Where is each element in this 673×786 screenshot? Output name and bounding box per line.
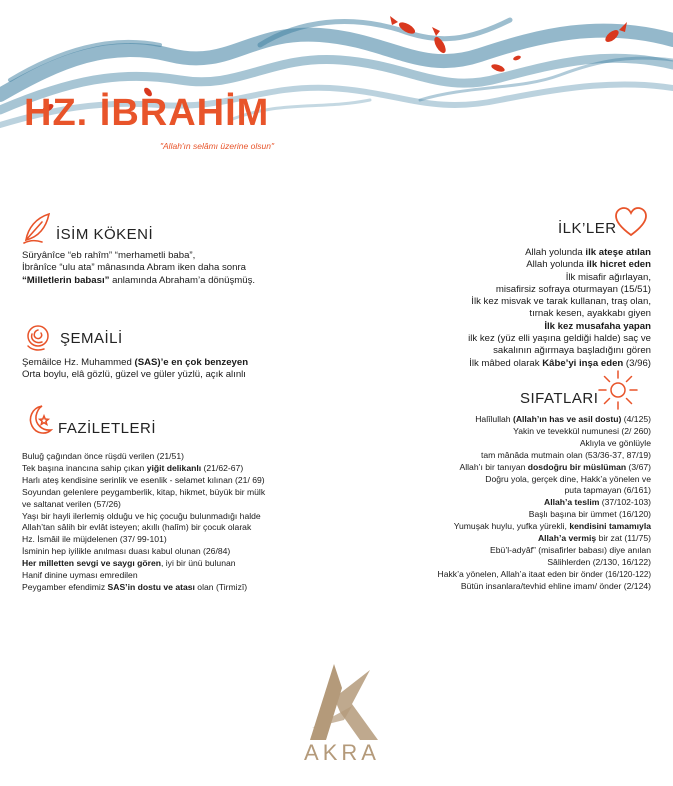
ilk-atese-bold: ilk ateşe atılan xyxy=(585,247,651,258)
heart-icon xyxy=(614,206,648,238)
isim-line-1: Süryânîce “eb rahîm” “merhametli baba”, xyxy=(22,250,196,261)
sif-line-3: Aklıyla ve gönlüyle xyxy=(579,437,651,448)
faz-line-8: Hz. İsmâil ile müjdelenen (37/ 99-101) xyxy=(22,534,167,545)
sif-line-2: Yakin ve tevekkül numunesi (2/ 260) xyxy=(513,425,651,436)
faz-line-4: Soyundan gelenlere peygamberlik, kitap, hikmet, büyük bir mülk xyxy=(22,486,266,497)
sif-line-6: Doğru yola, gerçek dine, Hakk’a yönelen ve xyxy=(485,473,651,484)
sif-line-4: tam mânâda mutmain olan (53/36-37, 87/19) xyxy=(480,449,651,460)
page-title: HZ. İBRAHİM xyxy=(24,92,270,134)
page-subtitle: "Allah'ın selâmı üzerine olsun" xyxy=(160,141,274,151)
kabe-bold: Kâbe’yi inşa eden xyxy=(542,357,624,369)
ilkler-heading: İLK’LER xyxy=(558,220,617,237)
faz-line-12 xyxy=(22,582,265,594)
sif-line-11-c: bir zat (11/75) xyxy=(596,533,651,544)
ilk-line-4: misafirsiz sofraya oturmayan (15/51) xyxy=(495,283,651,295)
faz-line-7: Allah’tan sâlih bir evlât isteyen; akıllı (halîm) bir çocuk olarak xyxy=(22,522,252,533)
faz-line-9: İsminin hep iyilikle anılması duası kabul olunan (26/84) xyxy=(22,546,231,557)
sif-line-12: Ebü’l-adyâf” (misafirler babası) diye anılan xyxy=(490,544,651,555)
ilk-hicret-bold: ilk hicret eden xyxy=(586,259,651,271)
sif-line-1 xyxy=(438,414,652,426)
faziletler-heading: FAZİLETLERİ xyxy=(58,420,157,437)
ilk-line-6: tırnak kesen, ayakkabı giyen xyxy=(529,308,651,320)
ilk-line-2 xyxy=(468,259,651,271)
wave-koi-illustration xyxy=(0,0,673,170)
ilk-line-2-a: Allah yolunda xyxy=(526,259,587,271)
leaf-icon xyxy=(22,210,52,244)
semaili-line-2: Orta boylu, elâ gözlü, güzel ve güler yüzlü, açık alınlı xyxy=(22,369,246,381)
faz-line-5: ve saltanat verilen (57/26) xyxy=(22,498,121,509)
tamamiyla-bold: kendisini tamamıyla xyxy=(569,521,651,532)
semaili-line-1-a: Şemâilce Hz. Muhammed xyxy=(22,357,135,368)
sif-line-10-a: Yumuşak huylu, yufka yürekli, xyxy=(453,521,570,532)
sun-icon xyxy=(596,368,640,412)
ilkler-text xyxy=(468,247,651,370)
faz-line-2-a: Tek başına inancına sahip çıkan xyxy=(22,462,147,473)
sif-line-5-a: Allah’ı bir tanıyan xyxy=(459,461,528,472)
sevgi-saygi-bold: Her milletten sevgi ve saygı gören xyxy=(22,558,161,569)
ilk-line-1-a: Allah yolunda xyxy=(525,247,586,258)
has-dost-bold: (Allah’ın has ve asil dostu) xyxy=(512,414,622,424)
sif-line-8-c: (37/102-103) xyxy=(599,497,651,508)
sif-line-8 xyxy=(438,497,652,509)
yigit-delikanli-bold: yiğit delikanlı xyxy=(146,462,202,473)
ilk-line-8: ilk kez (yüz elli yaşına geldiği halde) saç ve xyxy=(468,333,651,345)
sas-dostu-bold: SAS’in dostu ve atası xyxy=(107,581,195,592)
ilk-line-1 xyxy=(468,247,651,259)
sifatlari-text xyxy=(438,414,652,593)
semaili-heading: ŞEMAİLİ xyxy=(60,330,123,347)
faz-line-2-c: (21/62-67) xyxy=(201,462,244,473)
milletlerin-babasi-bold: “Milletlerin babası” xyxy=(22,274,110,286)
crescent-star-icon xyxy=(22,402,54,438)
sif-line-11 xyxy=(438,533,652,545)
ilk-line-9: sakalının ağırmaya başladığını gören xyxy=(493,345,651,357)
sif-line-10 xyxy=(438,521,652,533)
ilk-line-3: İlk misafir ağırlayan, xyxy=(565,271,651,283)
ilk-musafaha-bold: İlk kez musafaha yapan xyxy=(544,320,651,332)
sif-line-14 xyxy=(438,569,652,581)
faz-line-2 xyxy=(22,463,265,475)
faziletler-text xyxy=(22,451,265,594)
sif-line-15: Bütün insanlara/tevhid ehline imam/ önder (2/124) xyxy=(460,580,651,591)
faz-line-11: Hanif dinine uyması emredilen xyxy=(22,570,138,581)
faz-line-1: Buluğ çağından önce rüşdü verilen (21/51) xyxy=(22,451,184,461)
faz-line-12-c: olan (Tirmizî) xyxy=(194,581,248,592)
sif-line-5 xyxy=(438,462,652,474)
faz-line-6: Yaşı bir hayli ilerlemiş olduğu ve hiç çocuğu bulunmadığı halde xyxy=(22,510,261,521)
sif-line-1-a: Halîlullah xyxy=(475,414,513,424)
sif-line-14-ref: (16/120-122) xyxy=(605,569,651,579)
isim-kokeni-heading: İSİM KÖKENİ xyxy=(56,226,154,243)
sif-line-9: Başlı başına bir ümmet (16/120) xyxy=(528,509,651,520)
semaili-line-1 xyxy=(22,357,248,369)
sif-line-1-c: (4/125) xyxy=(621,414,651,424)
sif-line-13: Sâlihlerden (2/130, 16/122) xyxy=(547,556,651,567)
ilk-line-10-c: (3/96) xyxy=(623,357,651,369)
isim-line-2: İbrânîce “ulu ata” mânasında Abram iken daha sonra xyxy=(22,262,246,274)
sif-line-14-a: Hakk’a yönelen, Allah’a itaat eden bir önder xyxy=(437,568,606,579)
sif-line-7: puta tapmayan (6/161) xyxy=(564,485,651,496)
isim-line-3-rest: anlamında Abraham’a dönüşmüş. xyxy=(109,274,256,286)
ilk-line-5: İlk kez misvak ve tarak kullanan, traş olan, xyxy=(471,296,651,308)
sif-line-5-c: (3/67) xyxy=(626,461,651,472)
allaha-vermis-bold: Allah’a vermiş xyxy=(537,533,597,544)
ilk-line-10-a: İlk mâbed olarak xyxy=(469,357,543,369)
faz-line-10-rest: , iyi bir ünü bulunan xyxy=(161,558,236,569)
faz-line-12-a: Peygamber efendimiz xyxy=(22,581,108,592)
ilk-line-7 xyxy=(468,321,651,333)
semaili-text xyxy=(22,357,248,382)
allaha-teslim-bold: Allah’a teslim xyxy=(543,497,600,508)
semaili-line-1-bold: (SAS)’e en çok benzeyen xyxy=(134,357,249,368)
akra-logo-text: AKRA xyxy=(304,740,380,765)
isim-line-3 xyxy=(22,275,255,287)
faz-line-3: Harlı ateş kendisine serinlik ve esenlik - selamet kılınan (21/ 69) xyxy=(22,474,265,485)
dosdogru-bold: dosdoğru bir müslüman xyxy=(527,461,627,472)
faz-line-10 xyxy=(22,558,265,570)
sifatlari-heading: SIFATLARI xyxy=(520,390,599,407)
rose-icon xyxy=(22,322,54,354)
isim-kokeni-text xyxy=(22,250,255,287)
